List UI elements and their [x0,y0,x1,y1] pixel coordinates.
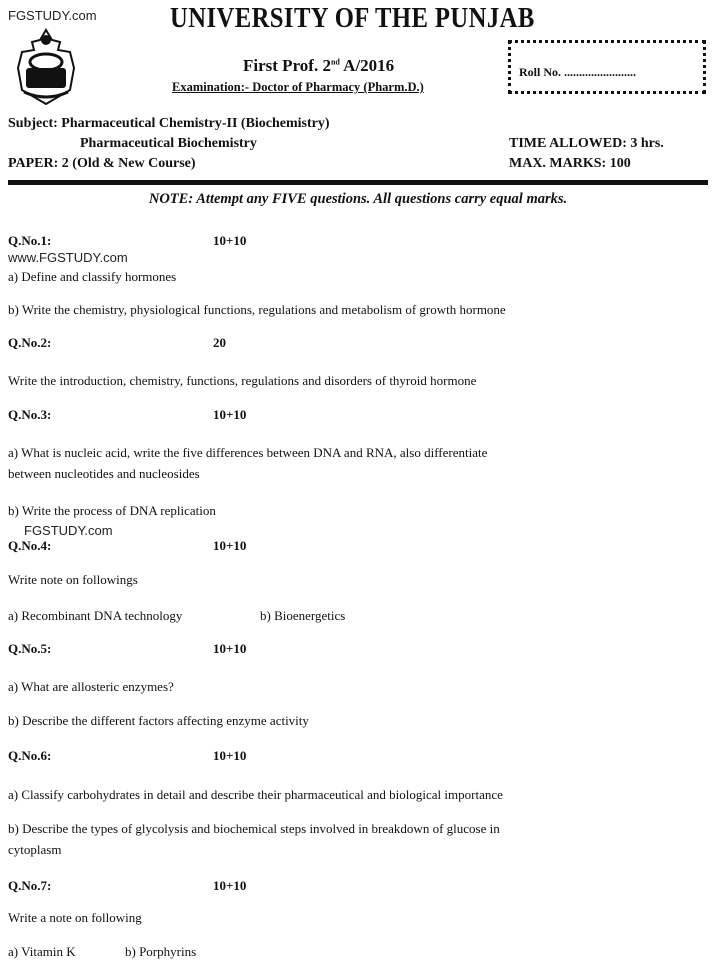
question-label: Q.No.4: [8,538,52,553]
question-text: a) Classify carbohydrates in detail and describe their pharmaceutical and biological importance [8,787,503,802]
question-marks: 10+10 [213,233,247,248]
question-text: Write note on followings [8,572,138,587]
question-marks: 10+10 [213,878,247,893]
question-text: b) Write the process of DNA replication [8,503,216,518]
paper: PAPER: 2 (Old & New Course) [8,156,196,171]
question-label: Q.No.1: [8,233,52,248]
exam-session: First Prof. 2nd A/2016 [243,56,395,75]
question-text: a) Define and classify hormones [8,269,177,284]
question-label: Q.No.5: [8,641,52,656]
question-text: cytoplasm [8,842,62,857]
question-marks: 20 [213,335,226,350]
question-marks: 10+10 [213,538,247,553]
subject: Subject: Pharmaceutical Chemistry-II (Biochemistry) [8,116,330,131]
instructions-note: NOTE: Attempt any FIVE questions. All questions carry equal marks. [148,191,568,207]
question-text: b) Porphyrins [125,944,197,959]
university-crest-logo [14,28,78,106]
max-marks: MAX. MARKS: 100 [509,156,631,171]
question-text: a) What is nucleic acid, write the five differences between DNA and RNA, also differentiate [8,445,488,460]
question-marks: 10+10 [213,641,247,656]
question-text: b) Write the chemistry, physiological functions, regulations and metabolism of growth hormone [8,302,506,317]
question-text: Write the introduction, chemistry, functions, regulations and disorders of thyroid hormone [8,373,477,388]
examination-name: Examination:- Doctor of Pharmacy (Pharm.D.) [172,80,424,94]
question-text: between nucleotides and nucleosides [8,466,200,481]
question-label: Q.No.7: [8,878,52,893]
watermark: www.FGSTUDY.com [8,250,128,265]
question-label: Q.No.2: [8,335,52,350]
question-text: a) What are allosteric enzymes? [8,679,174,694]
question-label: Q.No.6: [8,748,52,763]
subject-alt: Pharmaceutical Biochemistry [80,136,257,151]
question-marks: 10+10 [213,748,247,763]
question-marks: 10+10 [213,407,247,422]
roll-number-field: Roll No. ........................ [519,65,636,79]
question-text: b) Bioenergetics [260,608,346,623]
question-text: a) Vitamin K [8,944,76,959]
question-text: b) Describe the different factors affecting enzyme activity [8,713,309,728]
university-title: UNIVERSITY OF THE PUNJAB [170,2,535,34]
question-text: Write a note on following [8,910,142,925]
roll-number-box [508,40,706,94]
question-text: a) Recombinant DNA technology [8,608,183,623]
watermark: FGSTUDY.com [8,8,97,23]
header-divider [8,180,708,185]
question-label: Q.No.3: [8,407,52,422]
question-text: b) Describe the types of glycolysis and biochemical steps involved in breakdown of glucose in [8,821,500,836]
time-allowed: TIME ALLOWED: 3 hrs. [509,136,664,151]
watermark: FGSTUDY.com [24,523,113,538]
